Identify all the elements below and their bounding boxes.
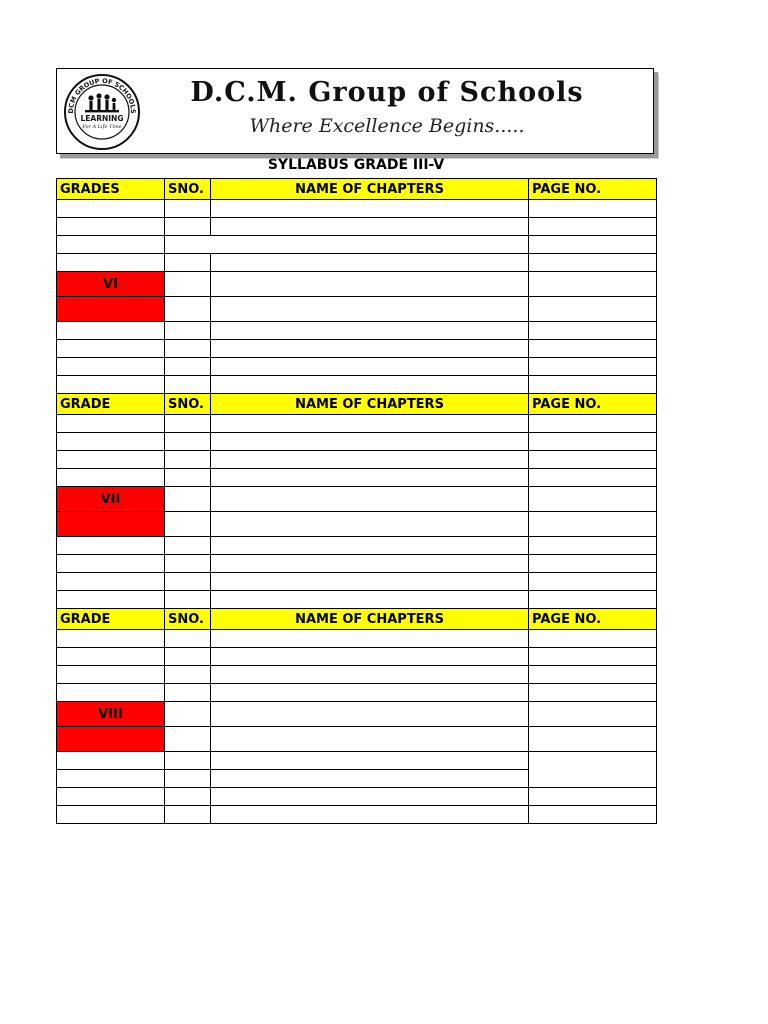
column-header-grade: GRADE xyxy=(57,609,165,630)
cell[interactable] xyxy=(211,573,529,591)
cell[interactable] xyxy=(529,537,657,555)
column-header-grade: GRADES xyxy=(57,179,165,200)
table-row xyxy=(57,200,657,218)
table-row xyxy=(57,591,657,609)
cell[interactable] xyxy=(529,573,657,591)
cell[interactable] xyxy=(211,684,529,702)
cell[interactable] xyxy=(529,684,657,702)
cell[interactable] xyxy=(211,272,529,297)
school-tagline: Where Excellence Begins..... xyxy=(249,115,525,137)
cell[interactable] xyxy=(529,788,657,806)
cell[interactable] xyxy=(529,487,657,512)
cell[interactable] xyxy=(529,648,657,666)
cell[interactable] xyxy=(57,322,165,340)
cell[interactable] xyxy=(529,236,657,254)
school-name: D.C.M. Group of Schools xyxy=(190,77,584,108)
table-row xyxy=(57,340,657,358)
table-row xyxy=(57,469,657,487)
grade-red-cell xyxy=(57,512,165,537)
cell[interactable] xyxy=(529,272,657,297)
cell[interactable] xyxy=(57,200,165,218)
table-row xyxy=(57,272,657,297)
cell[interactable] xyxy=(529,433,657,451)
cell[interactable] xyxy=(165,433,211,451)
cell[interactable] xyxy=(57,218,165,236)
cell[interactable] xyxy=(57,555,165,573)
cell[interactable] xyxy=(165,236,529,254)
table-row xyxy=(57,297,657,322)
table-row xyxy=(57,555,657,573)
cell[interactable] xyxy=(211,218,529,236)
cell[interactable] xyxy=(57,630,165,648)
cell[interactable] xyxy=(57,770,165,788)
cell[interactable] xyxy=(211,630,529,648)
grade-label-vii: VII xyxy=(57,487,165,512)
grade-label-viii: VIII xyxy=(57,702,165,727)
cell[interactable] xyxy=(165,537,211,555)
cell[interactable] xyxy=(211,451,529,469)
table-header-row xyxy=(57,394,657,415)
cell[interactable] xyxy=(529,806,657,824)
table-row xyxy=(57,727,657,752)
table-row xyxy=(57,788,657,806)
cell[interactable] xyxy=(165,630,211,648)
cell[interactable] xyxy=(57,433,165,451)
table-row xyxy=(57,666,657,684)
cell[interactable] xyxy=(165,666,211,684)
cell[interactable] xyxy=(165,358,211,376)
cell[interactable] xyxy=(57,358,165,376)
cell[interactable] xyxy=(529,415,657,433)
cell[interactable] xyxy=(529,340,657,358)
cell[interactable] xyxy=(211,415,529,433)
cell[interactable] xyxy=(165,684,211,702)
syllabus-title: SYLLABUS GRADE III-V xyxy=(267,157,445,173)
cell[interactable] xyxy=(165,218,211,236)
cell[interactable] xyxy=(165,469,211,487)
cell[interactable] xyxy=(57,788,165,806)
cell[interactable] xyxy=(211,469,529,487)
cell[interactable] xyxy=(57,591,165,609)
cell[interactable] xyxy=(57,376,165,394)
cell[interactable] xyxy=(57,684,165,702)
cell[interactable] xyxy=(529,555,657,573)
cell[interactable] xyxy=(165,648,211,666)
table-row xyxy=(57,415,657,433)
grade-label-vi: VI xyxy=(57,272,165,297)
cell[interactable] xyxy=(165,451,211,469)
grade-red-cell xyxy=(57,297,165,322)
cell[interactable] xyxy=(211,752,529,770)
cell[interactable] xyxy=(529,512,657,537)
cell[interactable] xyxy=(529,727,657,752)
cell[interactable] xyxy=(211,727,529,752)
table-row xyxy=(57,218,657,236)
cell[interactable] xyxy=(57,469,165,487)
table-header-row xyxy=(57,609,657,630)
cell[interactable] xyxy=(57,340,165,358)
cell[interactable] xyxy=(529,376,657,394)
cell[interactable] xyxy=(211,666,529,684)
cell[interactable] xyxy=(165,770,211,788)
cell[interactable] xyxy=(211,297,529,322)
cell[interactable] xyxy=(211,200,529,218)
table-row xyxy=(57,512,657,537)
cell[interactable] xyxy=(211,433,529,451)
school-logo xyxy=(63,73,141,151)
cell[interactable] xyxy=(165,487,211,512)
table-row xyxy=(57,236,657,254)
cell[interactable] xyxy=(165,555,211,573)
cell[interactable] xyxy=(529,254,657,272)
cell[interactable] xyxy=(211,376,529,394)
grade-red-cell xyxy=(57,727,165,752)
cell[interactable] xyxy=(165,340,211,358)
cell[interactable] xyxy=(529,451,657,469)
table-row xyxy=(57,806,657,824)
cell[interactable] xyxy=(529,358,657,376)
cell[interactable] xyxy=(211,591,529,609)
cell[interactable] xyxy=(211,254,529,272)
school-header xyxy=(56,68,654,154)
cell[interactable] xyxy=(165,727,211,752)
cell[interactable] xyxy=(165,322,211,340)
table-row xyxy=(57,573,657,591)
cell[interactable] xyxy=(165,254,211,272)
cell[interactable] xyxy=(529,630,657,648)
cell[interactable] xyxy=(529,752,657,788)
svg-text:For A Life Time: For A Life Time xyxy=(82,124,122,130)
cell[interactable] xyxy=(165,376,211,394)
table-row xyxy=(57,451,657,469)
table-row xyxy=(57,487,657,512)
cell[interactable] xyxy=(165,702,211,727)
cell[interactable] xyxy=(529,200,657,218)
cell[interactable] xyxy=(165,272,211,297)
syllabus-table xyxy=(56,178,657,824)
column-header-chapters: NAME OF CHAPTERS xyxy=(211,394,529,415)
cell[interactable] xyxy=(529,666,657,684)
column-header-page: PAGE NO. xyxy=(529,609,657,630)
cell[interactable] xyxy=(529,218,657,236)
cell[interactable] xyxy=(211,512,529,537)
cell[interactable] xyxy=(529,322,657,340)
cell[interactable] xyxy=(529,469,657,487)
cell[interactable] xyxy=(211,358,529,376)
table-row xyxy=(57,684,657,702)
cell[interactable] xyxy=(211,322,529,340)
cell[interactable] xyxy=(211,555,529,573)
cell[interactable] xyxy=(165,573,211,591)
cell[interactable] xyxy=(57,254,165,272)
table-row xyxy=(57,358,657,376)
column-header-sno: SNO. xyxy=(165,609,211,630)
table-row xyxy=(57,702,657,727)
cell[interactable] xyxy=(211,340,529,358)
cell[interactable] xyxy=(165,512,211,537)
cell[interactable] xyxy=(57,752,165,770)
cell[interactable] xyxy=(211,648,529,666)
cell[interactable] xyxy=(211,806,529,824)
column-header-page: PAGE NO. xyxy=(529,394,657,415)
cell[interactable] xyxy=(211,702,529,727)
cell[interactable] xyxy=(211,770,529,788)
cell[interactable] xyxy=(165,788,211,806)
cell[interactable] xyxy=(165,415,211,433)
column-header-page: PAGE NO. xyxy=(529,179,657,200)
column-header-sno: SNO. xyxy=(165,179,211,200)
table-row xyxy=(57,322,657,340)
cell[interactable] xyxy=(211,788,529,806)
cell[interactable] xyxy=(57,451,165,469)
cell[interactable] xyxy=(529,702,657,727)
cell[interactable] xyxy=(57,537,165,555)
cell[interactable] xyxy=(57,573,165,591)
cell[interactable] xyxy=(165,806,211,824)
cell[interactable] xyxy=(529,297,657,322)
svg-text:LEARNING: LEARNING xyxy=(80,114,124,123)
column-header-chapters: NAME OF CHAPTERS xyxy=(211,179,529,200)
cell[interactable] xyxy=(165,200,211,218)
table-row xyxy=(57,648,657,666)
svg-text:DCM GROUP OF SCHOOLS: DCM GROUP OF SCHOOLS xyxy=(66,76,138,114)
cell[interactable] xyxy=(57,415,165,433)
cell[interactable] xyxy=(57,648,165,666)
cell[interactable] xyxy=(57,806,165,824)
table-row xyxy=(57,376,657,394)
table-row xyxy=(57,254,657,272)
cell[interactable] xyxy=(165,297,211,322)
table-row xyxy=(57,433,657,451)
cell[interactable] xyxy=(57,236,165,254)
cell[interactable] xyxy=(529,591,657,609)
cell[interactable] xyxy=(57,666,165,684)
column-header-sno: SNO. xyxy=(165,394,211,415)
cell[interactable] xyxy=(211,487,529,512)
cell[interactable] xyxy=(211,537,529,555)
table-row xyxy=(57,630,657,648)
cell[interactable] xyxy=(165,752,211,770)
table-row xyxy=(57,537,657,555)
table-row xyxy=(57,752,657,770)
table-header-row xyxy=(57,179,657,200)
cell[interactable] xyxy=(165,591,211,609)
column-header-grade: GRADE xyxy=(57,394,165,415)
column-header-chapters: NAME OF CHAPTERS xyxy=(211,609,529,630)
